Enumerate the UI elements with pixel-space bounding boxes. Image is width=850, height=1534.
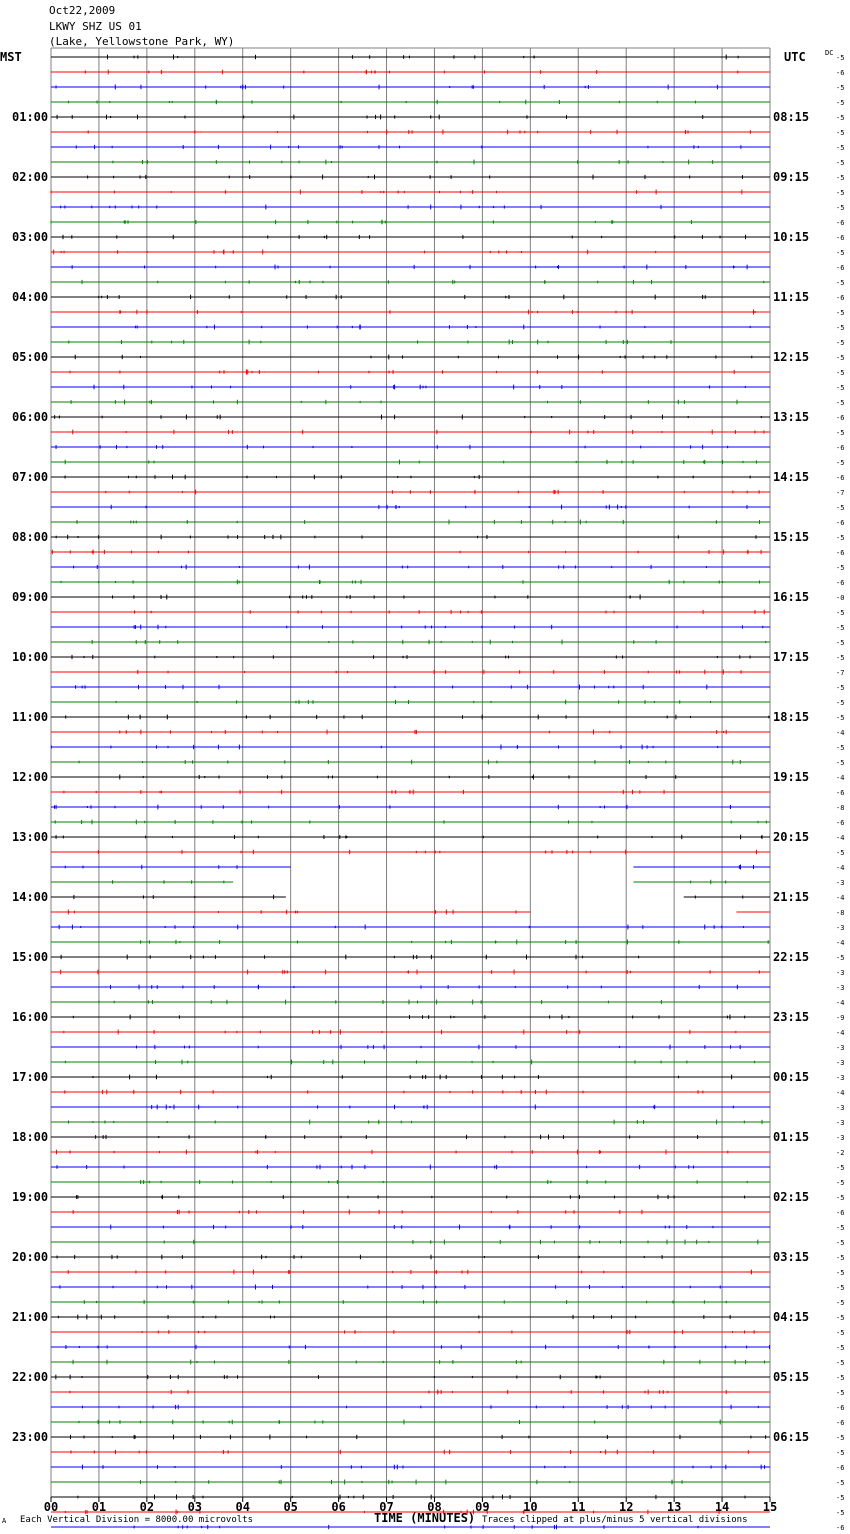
offset-label: -0 [836, 594, 845, 602]
offset-label: -5 [836, 1389, 845, 1397]
offset-label: -5 [836, 174, 845, 182]
offset-label: -5 [836, 459, 845, 467]
x-axis-label: TIME (MINUTES) [374, 1511, 476, 1525]
x-tick-label: 09 [475, 1500, 490, 1514]
offset-label: -5 [836, 369, 845, 377]
footer-marker: A [2, 1517, 7, 1525]
offset-label: -5 [836, 429, 845, 437]
offset-label: -7 [836, 669, 845, 677]
utc-hour-label: 21:15 [773, 890, 810, 904]
mst-hour-label: 13:00 [12, 830, 49, 844]
offset-label: -2 [836, 1149, 845, 1157]
offset-label: -5 [836, 1284, 845, 1292]
mst-hour-label: 18:00 [12, 1130, 49, 1144]
offset-label: -6 [836, 789, 845, 797]
offset-label: -3 [836, 1134, 845, 1142]
offset-label: -5 [836, 849, 845, 857]
offset-label: -6 [836, 549, 845, 557]
offset-label: -5 [836, 399, 845, 407]
offset-label: -5 [836, 159, 845, 167]
mst-hour-label: 10:00 [12, 650, 49, 664]
offset-label: -5 [836, 1344, 845, 1352]
offset-label: -5 [836, 699, 845, 707]
offset-label: -5 [836, 279, 845, 287]
x-tick-label: 06 [331, 1500, 346, 1514]
offset-label: -5 [836, 384, 845, 392]
dc-label: DC [825, 49, 834, 57]
mst-hour-label: 08:00 [12, 530, 49, 544]
offset-label: -5 [836, 954, 845, 962]
mst-hour-label: 21:00 [12, 1310, 49, 1324]
footer-clip-note: Traces clipped at plus/minus 5 vertical divisions [482, 1515, 748, 1525]
offset-label: -5 [836, 564, 845, 572]
utc-hour-label: 16:15 [773, 590, 810, 604]
offset-label: -6 [836, 219, 845, 227]
mst-hour-label: 16:00 [12, 1010, 49, 1024]
utc-hour-label: 11:15 [773, 290, 810, 304]
x-tick-label: 13 [666, 1500, 682, 1514]
offset-label: -3 [836, 1104, 845, 1112]
mst-hour-label: 01:00 [12, 110, 49, 124]
offset-label: -4 [836, 864, 845, 872]
utc-hour-label: 12:15 [773, 350, 810, 364]
mst-hour-label: 11:00 [12, 710, 49, 724]
offset-label: -5 [836, 744, 845, 752]
offset-label: -6 [836, 579, 845, 587]
offset-label: -5 [836, 324, 845, 332]
offset-label: -5 [836, 1239, 845, 1247]
utc-hour-label: 03:15 [773, 1250, 810, 1264]
offset-label: -6 [836, 264, 845, 272]
mst-hour-label: 23:00 [12, 1430, 49, 1444]
offset-label: -6 [836, 294, 845, 302]
offset-label: -5 [836, 1299, 845, 1307]
offset-label: -6 [836, 819, 845, 827]
utc-hour-label: 00:15 [773, 1070, 810, 1084]
offset-label: -5 [836, 1494, 845, 1502]
x-tick-label: 12 [618, 1500, 634, 1514]
offset-label: -4 [836, 999, 845, 1007]
offset-label: -5 [836, 249, 845, 257]
header-station: LKWY SHZ US 01 [49, 20, 142, 33]
x-tick-label: 08 [427, 1500, 442, 1514]
offset-label: -4 [836, 939, 845, 947]
offset-label: -5 [836, 654, 845, 662]
offset-label: -5 [836, 114, 845, 122]
x-tick-label: 00 [43, 1500, 59, 1514]
mst-hour-label: 12:00 [12, 770, 49, 784]
offset-label: -7 [836, 489, 845, 497]
mst-hour-label: 06:00 [12, 410, 49, 424]
offset-label: -5 [836, 1164, 845, 1172]
utc-hour-label: 04:15 [773, 1310, 810, 1324]
offset-label: -3 [836, 1119, 845, 1127]
mst-hour-label: 17:00 [12, 1070, 49, 1084]
offset-label: -3 [836, 1059, 845, 1067]
utc-hour-label: 17:15 [773, 650, 810, 664]
offset-label: -3 [836, 924, 845, 932]
x-tick-label: 05 [283, 1500, 298, 1514]
offset-label: -5 [836, 354, 845, 362]
offset-label: -4 [836, 834, 845, 842]
x-tick-label: 10 [523, 1500, 538, 1514]
x-tick-label: 15 [762, 1500, 778, 1514]
offset-label: -5 [836, 1179, 845, 1187]
offset-label: -6 [836, 234, 845, 242]
offset-label: -5 [836, 339, 845, 347]
x-tick-label: 14 [714, 1500, 730, 1514]
offset-label: -5 [836, 534, 845, 542]
offset-label: -5 [836, 714, 845, 722]
offset-label: -5 [836, 204, 845, 212]
offset-label: -5 [836, 684, 845, 692]
offset-label: -5 [836, 54, 845, 62]
offset-label: -8 [836, 909, 845, 917]
utc-hour-label: 06:15 [773, 1430, 810, 1444]
offset-label: -6 [836, 444, 845, 452]
offset-label: -5 [836, 1374, 845, 1382]
utc-hour-label: 09:15 [773, 170, 810, 184]
offset-label: -5 [836, 504, 845, 512]
header-date: Oct22,2009 [49, 4, 116, 17]
offset-label: -6 [836, 414, 845, 422]
offset-label: -5 [836, 144, 845, 152]
offset-label: -4 [836, 1029, 845, 1037]
offset-label: -5 [836, 759, 845, 767]
offset-label: -3 [836, 1044, 845, 1052]
offset-label: -4 [836, 774, 845, 782]
offset-label: -5 [836, 1359, 845, 1367]
utc-axis-title: UTC [784, 50, 806, 64]
utc-hour-label: 10:15 [773, 230, 810, 244]
offset-label: -5 [836, 1194, 845, 1202]
offset-label: -8 [836, 804, 845, 812]
offset-label: -6 [836, 1464, 845, 1472]
x-tick-label: 11 [571, 1500, 586, 1514]
utc-hour-label: 13:15 [773, 410, 810, 424]
header-location: (Lake, Yellowstone Park, WY) [49, 35, 235, 48]
offset-label: -3 [836, 1074, 845, 1082]
mst-hour-label: 20:00 [12, 1250, 49, 1264]
mst-hour-label: 02:00 [12, 170, 49, 184]
mst-hour-label: 15:00 [12, 950, 49, 964]
mst-hour-label: 19:00 [12, 1190, 49, 1204]
mst-hour-label: 09:00 [12, 590, 49, 604]
mst-hour-label: 04:00 [12, 290, 49, 304]
offset-label: -5 [836, 1254, 845, 1262]
utc-hour-label: 08:15 [773, 110, 810, 124]
offset-label: -5 [836, 1269, 845, 1277]
utc-hour-label: 19:15 [773, 770, 810, 784]
offset-label: -3 [836, 984, 845, 992]
offset-label: -5 [836, 189, 845, 197]
utc-hour-label: 23:15 [773, 1010, 810, 1024]
mst-hour-label: 07:00 [12, 470, 49, 484]
offset-label: -5 [836, 624, 845, 632]
offset-label: -5 [836, 1224, 845, 1232]
offset-label: -6 [836, 1524, 845, 1532]
offset-label: -5 [836, 1479, 845, 1487]
x-tick-label: 03 [187, 1500, 203, 1514]
utc-hour-label: 02:15 [773, 1190, 810, 1204]
offset-label: -5 [836, 1314, 845, 1322]
x-tick-label: 04 [235, 1500, 250, 1514]
offset-label: -6 [836, 1209, 845, 1217]
offset-label: -6 [836, 1419, 845, 1427]
utc-hour-label: 14:15 [773, 470, 810, 484]
offset-label: -6 [836, 519, 845, 527]
offset-label: -5 [836, 1329, 845, 1337]
offset-label: -6 [836, 474, 845, 482]
offset-label: -5 [836, 129, 845, 137]
x-tick-label: 07 [379, 1500, 394, 1514]
offset-label: -6 [836, 69, 845, 77]
mst-axis-title: MST [0, 50, 22, 64]
offset-label: -5 [836, 99, 845, 107]
offset-label: -3 [836, 879, 845, 887]
offset-label: -5 [836, 1449, 845, 1457]
x-tick-label: 02 [139, 1500, 155, 1514]
mst-hour-label: 05:00 [12, 350, 49, 364]
mst-hour-label: 14:00 [12, 890, 49, 904]
offset-label: -5 [836, 609, 845, 617]
utc-hour-label: 15:15 [773, 530, 810, 544]
offset-label: -5 [836, 309, 845, 317]
offset-label: -3 [836, 969, 845, 977]
offset-label: -6 [836, 1404, 845, 1412]
offset-label: -4 [836, 729, 845, 737]
offset-label: -5 [836, 84, 845, 92]
offset-label: -5 [836, 1509, 845, 1517]
mst-hour-label: 03:00 [12, 230, 49, 244]
footer-scale: Each Vertical Division = 8000.00 microvolts [20, 1515, 253, 1525]
mst-hour-label: 22:00 [12, 1370, 49, 1384]
utc-hour-label: 18:15 [773, 710, 810, 724]
offset-label: -4 [836, 1089, 845, 1097]
utc-hour-label: 20:15 [773, 830, 810, 844]
utc-hour-label: 22:15 [773, 950, 810, 964]
x-tick-label: 01 [91, 1500, 107, 1514]
offset-label: -4 [836, 894, 845, 902]
offset-label: -5 [836, 639, 845, 647]
utc-hour-label: 05:15 [773, 1370, 810, 1384]
offset-label: -5 [836, 1434, 845, 1442]
offset-label: -9 [836, 1014, 845, 1022]
utc-hour-label: 01:15 [773, 1130, 810, 1144]
